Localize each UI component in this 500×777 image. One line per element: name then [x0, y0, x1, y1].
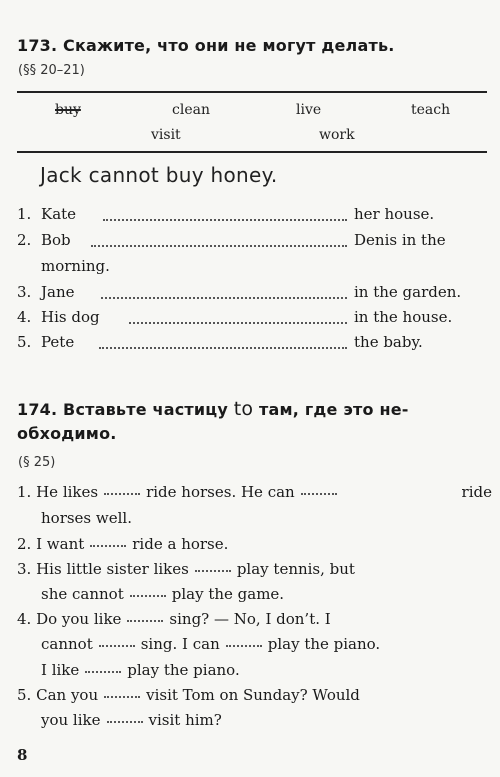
- answer-blank[interactable]: [85, 671, 121, 673]
- exercise-174-item: [17, 610, 492, 628]
- answer-blank[interactable]: [130, 595, 166, 597]
- item-text: play the game.: [171, 585, 285, 603]
- word-buy: buy: [55, 102, 81, 118]
- item-text: He likes: [36, 483, 99, 501]
- answer-blank[interactable]: [103, 219, 347, 221]
- item-continuation: [41, 635, 492, 653]
- item-text: visit Tom on Sunday? Would: [146, 686, 360, 704]
- item-subject: Kate: [41, 205, 77, 223]
- item-number: 2.: [17, 535, 32, 553]
- item-continuation: [41, 711, 492, 729]
- item-number: 1.: [17, 483, 32, 501]
- answer-blank[interactable]: [104, 493, 140, 495]
- answer-blank[interactable]: [107, 721, 143, 723]
- page-number: 8: [17, 746, 28, 764]
- exercise-173-item: [17, 308, 487, 330]
- answer-blank[interactable]: [91, 245, 347, 247]
- answer-blank[interactable]: [226, 645, 262, 647]
- item-number: 4.: [17, 610, 32, 628]
- word-teach: teach: [411, 102, 451, 118]
- item-tail: in the garden.: [354, 283, 462, 301]
- exercise-174-item: [17, 560, 492, 578]
- answer-blank[interactable]: [90, 545, 126, 547]
- exercise-173-section: (§§ 20–21): [18, 63, 85, 78]
- item-subject: His dog: [41, 308, 100, 326]
- title-particle: to: [233, 398, 254, 420]
- exercise-173-item: [17, 231, 487, 253]
- exercise-173-item: [17, 283, 487, 305]
- item-text: ride horses. He can: [146, 483, 295, 501]
- item-subject: Jane: [41, 283, 75, 301]
- item-text: His little sister likes: [36, 560, 189, 578]
- item-text: sing? — No, I don’t. I: [169, 610, 331, 628]
- item-text: ride a horse.: [132, 535, 229, 553]
- item-text: ride: [461, 483, 492, 501]
- item-text: visit him?: [148, 711, 222, 729]
- item-subject: Pete: [41, 333, 75, 351]
- item-tail: in the house.: [354, 308, 453, 326]
- title-part: там, где это не-: [259, 400, 409, 419]
- item-text: Do you like: [36, 610, 122, 628]
- item-continuation: morning.: [41, 257, 110, 275]
- item-tail: her house.: [354, 205, 435, 223]
- item-text: play the piano.: [267, 635, 381, 653]
- item-text: I want: [36, 535, 85, 553]
- exercise-174-item: [17, 483, 492, 501]
- exercise-174-title: [17, 398, 492, 420]
- item-subject: Bob: [41, 231, 71, 249]
- item-number: 1.: [17, 205, 32, 223]
- item-text: play the piano.: [127, 661, 240, 679]
- answer-blank[interactable]: [99, 347, 347, 349]
- word-visit: visit: [151, 127, 181, 143]
- word-live: live: [296, 102, 322, 118]
- example-sentence: Jack cannot buy honey.: [40, 163, 278, 187]
- answer-blank[interactable]: [99, 645, 135, 647]
- item-number: 5.: [17, 333, 32, 351]
- item-continuation: [41, 585, 492, 603]
- exercise-174-section: (§ 25): [18, 455, 56, 470]
- answer-blank[interactable]: [195, 570, 231, 572]
- answer-blank[interactable]: [301, 493, 337, 495]
- item-number: 2.: [17, 231, 32, 249]
- answer-blank[interactable]: [101, 297, 347, 299]
- exercise-174-item: [17, 686, 492, 704]
- item-number: 4.: [17, 308, 32, 326]
- exercise-173-item: [17, 205, 487, 227]
- item-text: Can you: [36, 686, 99, 704]
- item-number: 5.: [17, 686, 32, 704]
- word-clean: clean: [172, 102, 210, 118]
- exercise-174-item: [17, 535, 492, 553]
- item-text: she cannot: [41, 585, 124, 603]
- answer-blank[interactable]: [104, 696, 140, 698]
- exercise-173-title: 173. Скажите, что они не могут делать.: [17, 36, 395, 55]
- item-text: sing. I can: [140, 635, 220, 653]
- item-number: 3.: [17, 560, 32, 578]
- item-text: I like: [41, 661, 80, 679]
- item-tail: the baby.: [354, 333, 423, 351]
- title-part: 174. Вставьте частицу: [17, 400, 228, 419]
- item-text: cannot: [41, 635, 93, 653]
- exercise-174-title-line2: обходимо.: [17, 424, 117, 443]
- exercise-173-item: [17, 333, 487, 355]
- item-continuation: [41, 661, 492, 679]
- answer-blank[interactable]: [129, 322, 347, 324]
- item-continuation: horses well.: [41, 509, 132, 527]
- item-text: play tennis, but: [236, 560, 355, 578]
- word-box: [17, 91, 487, 153]
- item-text: you like: [41, 711, 101, 729]
- answer-blank[interactable]: [127, 620, 163, 622]
- item-number: 3.: [17, 283, 32, 301]
- item-tail: Denis in the: [354, 231, 446, 249]
- word-work: work: [319, 127, 355, 143]
